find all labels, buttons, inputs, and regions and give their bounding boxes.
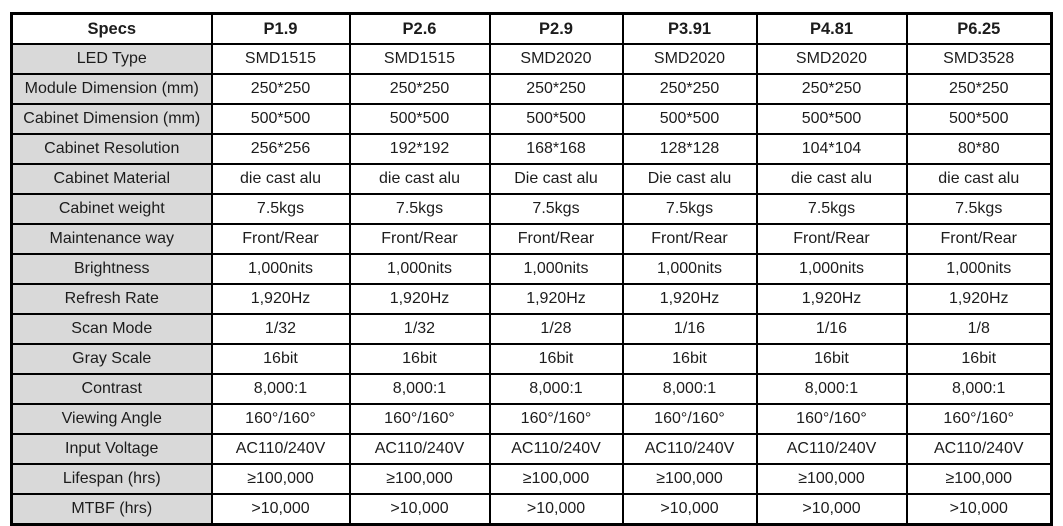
spec-value-cell: 160°/160° bbox=[757, 404, 907, 434]
row-label: MTBF (hrs) bbox=[12, 494, 212, 525]
row-label: Scan Mode bbox=[12, 314, 212, 344]
product-column-header: P1.9 bbox=[212, 14, 350, 45]
table-row bbox=[12, 464, 1052, 494]
spec-value-cell: >10,000 bbox=[350, 494, 490, 525]
spec-value-cell: 1/32 bbox=[350, 314, 490, 344]
spec-value-cell: 250*250 bbox=[490, 74, 623, 104]
row-label: Refresh Rate bbox=[12, 284, 212, 314]
spec-value-cell: 1,920Hz bbox=[623, 284, 757, 314]
spec-value-cell: ≥100,000 bbox=[350, 464, 490, 494]
spec-value-cell: 1,920Hz bbox=[350, 284, 490, 314]
row-label: Cabinet Material bbox=[12, 164, 212, 194]
specs-table-head bbox=[12, 14, 1052, 45]
spec-value-cell: 160°/160° bbox=[490, 404, 623, 434]
spec-value-cell: >10,000 bbox=[623, 494, 757, 525]
spec-value-cell: 1/16 bbox=[757, 314, 907, 344]
table-row bbox=[12, 344, 1052, 374]
spec-value-cell: AC110/240V bbox=[907, 434, 1052, 464]
spec-value-cell: SMD2020 bbox=[623, 44, 757, 74]
spec-value-cell: Front/Rear bbox=[212, 224, 350, 254]
table-row bbox=[12, 164, 1052, 194]
row-label: Lifespan (hrs) bbox=[12, 464, 212, 494]
spec-value-cell: >10,000 bbox=[907, 494, 1052, 525]
product-column-header: P3.91 bbox=[623, 14, 757, 45]
row-label: Cabinet weight bbox=[12, 194, 212, 224]
spec-value-cell: 1,000nits bbox=[350, 254, 490, 284]
spec-value-cell: AC110/240V bbox=[350, 434, 490, 464]
row-label: Cabinet Resolution bbox=[12, 134, 212, 164]
spec-value-cell: 1,920Hz bbox=[757, 284, 907, 314]
spec-value-cell: die cast alu bbox=[350, 164, 490, 194]
table-row bbox=[12, 194, 1052, 224]
row-label: Viewing Angle bbox=[12, 404, 212, 434]
spec-value-cell: Front/Rear bbox=[350, 224, 490, 254]
spec-value-cell: 1,000nits bbox=[623, 254, 757, 284]
table-row bbox=[12, 254, 1052, 284]
spec-value-cell: 256*256 bbox=[212, 134, 350, 164]
spec-value-cell: 7.5kgs bbox=[490, 194, 623, 224]
table-row bbox=[12, 224, 1052, 254]
spec-value-cell: AC110/240V bbox=[623, 434, 757, 464]
spec-value-cell: 16bit bbox=[490, 344, 623, 374]
spec-value-cell: AC110/240V bbox=[212, 434, 350, 464]
specs-table-body bbox=[12, 44, 1052, 525]
spec-value-cell: 500*500 bbox=[350, 104, 490, 134]
spec-value-cell: 250*250 bbox=[757, 74, 907, 104]
table-row bbox=[12, 74, 1052, 104]
spec-value-cell: 1,000nits bbox=[212, 254, 350, 284]
spec-value-cell: 1/28 bbox=[490, 314, 623, 344]
spec-value-cell: 16bit bbox=[350, 344, 490, 374]
product-column-header: P4.81 bbox=[757, 14, 907, 45]
spec-value-cell: 16bit bbox=[212, 344, 350, 374]
spec-value-cell: 8,000:1 bbox=[623, 374, 757, 404]
spec-value-cell: 8,000:1 bbox=[350, 374, 490, 404]
table-row bbox=[12, 404, 1052, 434]
spec-value-cell: 500*500 bbox=[757, 104, 907, 134]
spec-value-cell: SMD2020 bbox=[490, 44, 623, 74]
spec-value-cell: 1/8 bbox=[907, 314, 1052, 344]
spec-value-cell: 250*250 bbox=[907, 74, 1052, 104]
spec-value-cell: 80*80 bbox=[907, 134, 1052, 164]
spec-value-cell: 160°/160° bbox=[623, 404, 757, 434]
spec-value-cell: 128*128 bbox=[623, 134, 757, 164]
table-row bbox=[12, 494, 1052, 525]
spec-value-cell: 1/16 bbox=[623, 314, 757, 344]
spec-value-cell: 16bit bbox=[757, 344, 907, 374]
spec-value-cell: 8,000:1 bbox=[212, 374, 350, 404]
spec-value-cell: >10,000 bbox=[490, 494, 623, 525]
spec-value-cell: >10,000 bbox=[757, 494, 907, 525]
product-column-header: P2.9 bbox=[490, 14, 623, 45]
spec-value-cell: 500*500 bbox=[490, 104, 623, 134]
spec-value-cell: SMD1515 bbox=[212, 44, 350, 74]
specs-table bbox=[10, 12, 1053, 526]
header-row bbox=[12, 14, 1052, 45]
spec-value-cell: Front/Rear bbox=[757, 224, 907, 254]
spec-value-cell: AC110/240V bbox=[490, 434, 623, 464]
row-label: Gray Scale bbox=[12, 344, 212, 374]
spec-value-cell: 8,000:1 bbox=[490, 374, 623, 404]
spec-value-cell: 8,000:1 bbox=[757, 374, 907, 404]
spec-value-cell: SMD2020 bbox=[757, 44, 907, 74]
spec-value-cell: 1,920Hz bbox=[212, 284, 350, 314]
spec-value-cell: 500*500 bbox=[623, 104, 757, 134]
spec-value-cell: ≥100,000 bbox=[490, 464, 623, 494]
spec-value-cell: ≥100,000 bbox=[907, 464, 1052, 494]
spec-value-cell: ≥100,000 bbox=[212, 464, 350, 494]
spec-value-cell: Die cast alu bbox=[490, 164, 623, 194]
spec-value-cell: >10,000 bbox=[212, 494, 350, 525]
spec-value-cell: 250*250 bbox=[212, 74, 350, 104]
spec-value-cell: SMD1515 bbox=[350, 44, 490, 74]
row-label: Input Voltage bbox=[12, 434, 212, 464]
spec-value-cell: 7.5kgs bbox=[212, 194, 350, 224]
row-label: Cabinet Dimension (mm) bbox=[12, 104, 212, 134]
spec-value-cell: 8,000:1 bbox=[907, 374, 1052, 404]
table-row bbox=[12, 284, 1052, 314]
spec-value-cell: 104*104 bbox=[757, 134, 907, 164]
row-label: Module Dimension (mm) bbox=[12, 74, 212, 104]
product-column-header: P6.25 bbox=[907, 14, 1052, 45]
spec-value-cell: 1,920Hz bbox=[490, 284, 623, 314]
spec-value-cell: 160°/160° bbox=[907, 404, 1052, 434]
spec-value-cell: 1,000nits bbox=[490, 254, 623, 284]
spec-value-cell: 160°/160° bbox=[212, 404, 350, 434]
spec-value-cell: Front/Rear bbox=[490, 224, 623, 254]
table-row bbox=[12, 134, 1052, 164]
spec-value-cell: Front/Rear bbox=[907, 224, 1052, 254]
table-row bbox=[12, 44, 1052, 74]
row-label: Maintenance way bbox=[12, 224, 212, 254]
row-label: Brightness bbox=[12, 254, 212, 284]
spec-value-cell: 192*192 bbox=[350, 134, 490, 164]
spec-value-cell: die cast alu bbox=[212, 164, 350, 194]
spec-value-cell: 1,920Hz bbox=[907, 284, 1052, 314]
spec-value-cell: 250*250 bbox=[623, 74, 757, 104]
spec-value-cell: ≥100,000 bbox=[623, 464, 757, 494]
spec-value-cell: Front/Rear bbox=[623, 224, 757, 254]
row-label: LED Type bbox=[12, 44, 212, 74]
spec-value-cell: 1,000nits bbox=[757, 254, 907, 284]
table-row bbox=[12, 434, 1052, 464]
spec-value-cell: AC110/240V bbox=[757, 434, 907, 464]
spec-value-cell: 7.5kgs bbox=[757, 194, 907, 224]
spec-value-cell: 250*250 bbox=[350, 74, 490, 104]
table-row bbox=[12, 104, 1052, 134]
table-row bbox=[12, 374, 1052, 404]
table-row bbox=[12, 314, 1052, 344]
product-column-header: P2.6 bbox=[350, 14, 490, 45]
spec-value-cell: die cast alu bbox=[907, 164, 1052, 194]
spec-value-cell: ≥100,000 bbox=[757, 464, 907, 494]
spec-value-cell: SMD3528 bbox=[907, 44, 1052, 74]
spec-value-cell: Die cast alu bbox=[623, 164, 757, 194]
row-label: Contrast bbox=[12, 374, 212, 404]
spec-value-cell: 500*500 bbox=[212, 104, 350, 134]
spec-value-cell: 16bit bbox=[623, 344, 757, 374]
spec-value-cell: 168*168 bbox=[490, 134, 623, 164]
spec-value-cell: 7.5kgs bbox=[350, 194, 490, 224]
specs-column-header: Specs bbox=[12, 14, 212, 45]
spec-value-cell: 160°/160° bbox=[350, 404, 490, 434]
spec-value-cell: 1/32 bbox=[212, 314, 350, 344]
spec-value-cell: 16bit bbox=[907, 344, 1052, 374]
spec-value-cell: 7.5kgs bbox=[907, 194, 1052, 224]
spec-value-cell: 500*500 bbox=[907, 104, 1052, 134]
spec-value-cell: 7.5kgs bbox=[623, 194, 757, 224]
spec-value-cell: 1,000nits bbox=[907, 254, 1052, 284]
spec-value-cell: die cast alu bbox=[757, 164, 907, 194]
